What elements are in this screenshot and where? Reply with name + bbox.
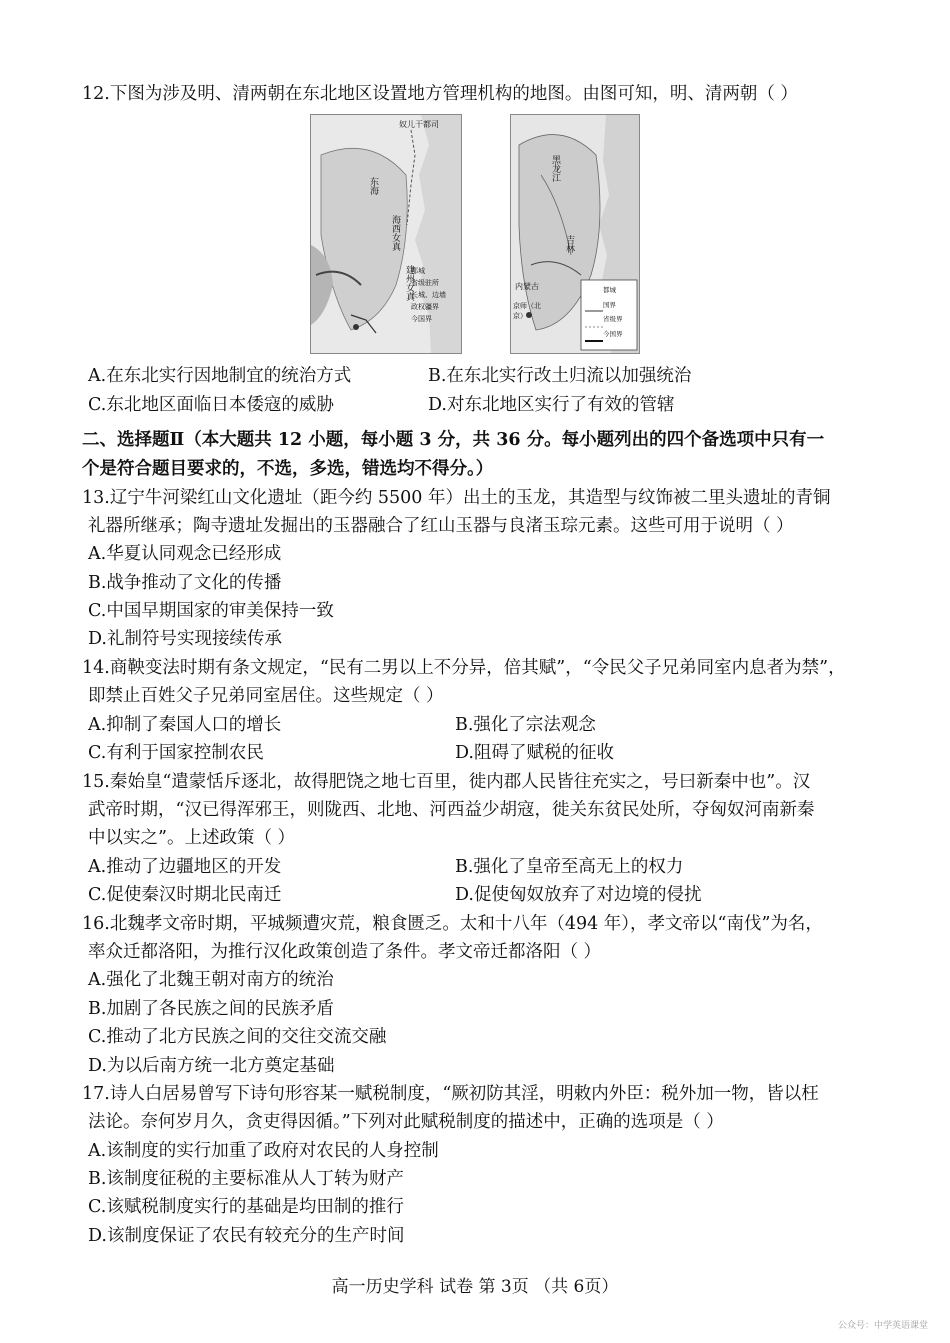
q17-option-a: A.该制度的实行加重了政府对农民的人身控制 xyxy=(88,1141,439,1161)
ming-map xyxy=(310,114,462,354)
q15-option-b: B.强化了皇帝至高无上的权力 xyxy=(455,857,684,877)
q17-option-d: D.该制度保证了农民有较充分的生产时间 xyxy=(88,1226,405,1246)
q14-stem-line1: 14.商鞅变法时期有条文规定，“民有二男以上不分异，倍其赋”，“令民父子兄弟同室内息者为禁”， xyxy=(82,658,846,678)
ming-legend-3: 政权疆界 xyxy=(411,303,439,311)
ming-label-2: 海西女真 xyxy=(390,215,400,251)
section2-heading-line2: 个是符合题目要求的，不选，多选，错选均不得分。） xyxy=(82,459,494,479)
ming-label-0: 奴儿干都司 xyxy=(399,120,439,129)
q15-option-a: A.推动了边疆地区的开发 xyxy=(88,857,282,877)
q12-maps xyxy=(310,114,640,354)
q17-stem-line1: 17.诗人白居易曾写下诗句形容某一赋税制度，“厥初防其淫，明敕内外臣：税外加一物，皆以枉 xyxy=(82,1084,819,1104)
q15-stem-line3: 中以实之”。上述政策（ ） xyxy=(88,828,296,848)
qing-legend-2: 省级界 xyxy=(603,315,623,323)
q13-option-b: B.战争推动了文化的传播 xyxy=(88,573,282,593)
q17-option-b: B.该制度征税的主要标准从人丁转为财产 xyxy=(88,1169,404,1189)
q16-stem-line2: 率众迁都洛阳，为推行汉化政策创造了条件。孝文帝迁都洛阳（ ） xyxy=(88,942,602,962)
q14-option-a: A.抑制了秦国人口的增长 xyxy=(88,715,282,735)
q14-stem-line2: 即禁止百姓父子兄弟同室居住。这些规定（ ） xyxy=(88,686,444,706)
ming-legend-2: 长城、边墙 xyxy=(411,291,446,299)
q12-option-c: C.东北地区面临日本倭寇的威胁 xyxy=(88,395,334,415)
q12-stem: 12.下图为涉及明、清两朝在东北地区设置地方管理机构的地图。由图可知，明、清两朝（ ） xyxy=(82,84,798,104)
q14-option-b: B.强化了宗法观念 xyxy=(455,715,596,735)
qing-label-2: 内蒙古 xyxy=(515,282,539,291)
watermark: 公众号：中学英语课堂 xyxy=(838,1321,929,1331)
q13-option-a: A.华夏认同观念已经形成 xyxy=(88,544,282,564)
q15-option-c: C.促使秦汉时期北民南迁 xyxy=(88,885,282,905)
q15-stem-line2: 武帝时期，“汉已得浑邪王，则陇西、北地、河西益少胡寇，徙关东贫民处所，夺匈奴河南新秦 xyxy=(88,800,815,820)
q13-option-c: C.中国早期国家的审美保持一致 xyxy=(88,601,334,621)
ming-label-3: 建州女真 xyxy=(404,265,414,301)
qing-legend-0: 都城 xyxy=(603,286,616,294)
qing-label-1: 吉林 xyxy=(564,235,574,253)
ming-legend-1: 省级驻所 xyxy=(411,279,439,287)
q13-option-d: D.礼制符号实现接续传承 xyxy=(88,629,282,649)
q13-stem-line1: 13.辽宁牛河梁红山文化遗址（距今约 5500 年）出土的玉龙，其造型与纹饰被二里头遗址的青铜 xyxy=(82,488,831,508)
q14-option-c: C.有利于国家控制农民 xyxy=(88,743,264,763)
q16-stem-line1: 16.北魏孝文帝时期，平城频遭灾荒，粮食匮乏。太和十八年（494 年），孝文帝以“南伐”为名， xyxy=(82,914,823,934)
q12-option-d: D.对东北地区实行了有效的管辖 xyxy=(428,395,675,415)
q17-stem-line2: 法论。奈何岁月久，贪吏得因循。”下列对此赋税制度的描述中，正确的选项是（ ） xyxy=(88,1112,724,1132)
section2-heading-line1: 二、选择题Ⅱ（本大题共 12 小题，每小题 3 分，共 36 分。每小题列出的四个备选项中只有一 xyxy=(82,430,825,450)
qing-legend-1: 国界 xyxy=(603,300,616,309)
q16-option-a: A.强化了北魏王朝对南方的统治 xyxy=(88,970,334,990)
qing-map xyxy=(510,114,640,354)
qing-label-0: 黑龙江 xyxy=(550,155,560,182)
q12-option-b: B.在东北实行改土归流以加强统治 xyxy=(428,366,692,386)
q12-option-a: A.在东北实行因地制宜的统治方式 xyxy=(88,366,352,386)
q15-stem-line1: 15.秦始皇“遣蒙恬斥逐北，故得肥饶之地七百里，徙内郡人民皆往充实之，号曰新秦中也”。汉 xyxy=(82,772,811,792)
page-footer: 高一历史学科 试卷 第 3页 （共 6页） xyxy=(331,1277,619,1297)
qing-label-3: 京师（北京） xyxy=(513,302,541,320)
q13-stem-line2: 礼器所继承；陶寺遗址发掘出的玉器融合了红山玉器与良渚玉琮元素。这些可用于说明（ ） xyxy=(88,516,794,536)
q16-option-d: D.为以后南方统一北方奠定基础 xyxy=(88,1056,335,1076)
q16-option-c: C.推动了北方民族之间的交往交流交融 xyxy=(88,1027,387,1047)
q15-option-d: D.促使匈奴放弃了对边境的侵扰 xyxy=(455,885,702,905)
ming-legend-0: 都城 xyxy=(411,267,425,275)
ming-legend xyxy=(411,265,459,325)
ming-legend-4: 今国界 xyxy=(411,315,432,323)
ming-label-1: 东海 xyxy=(368,177,378,195)
q16-option-b: B.加剧了各民族之间的民族矛盾 xyxy=(88,999,334,1019)
qing-legend-3: 今国界 xyxy=(603,329,623,338)
q17-option-c: C.该赋税制度实行的基础是均田制的推行 xyxy=(88,1197,404,1217)
q14-option-d: D.阻碍了赋税的征收 xyxy=(455,743,614,763)
qing-legend xyxy=(603,283,639,341)
